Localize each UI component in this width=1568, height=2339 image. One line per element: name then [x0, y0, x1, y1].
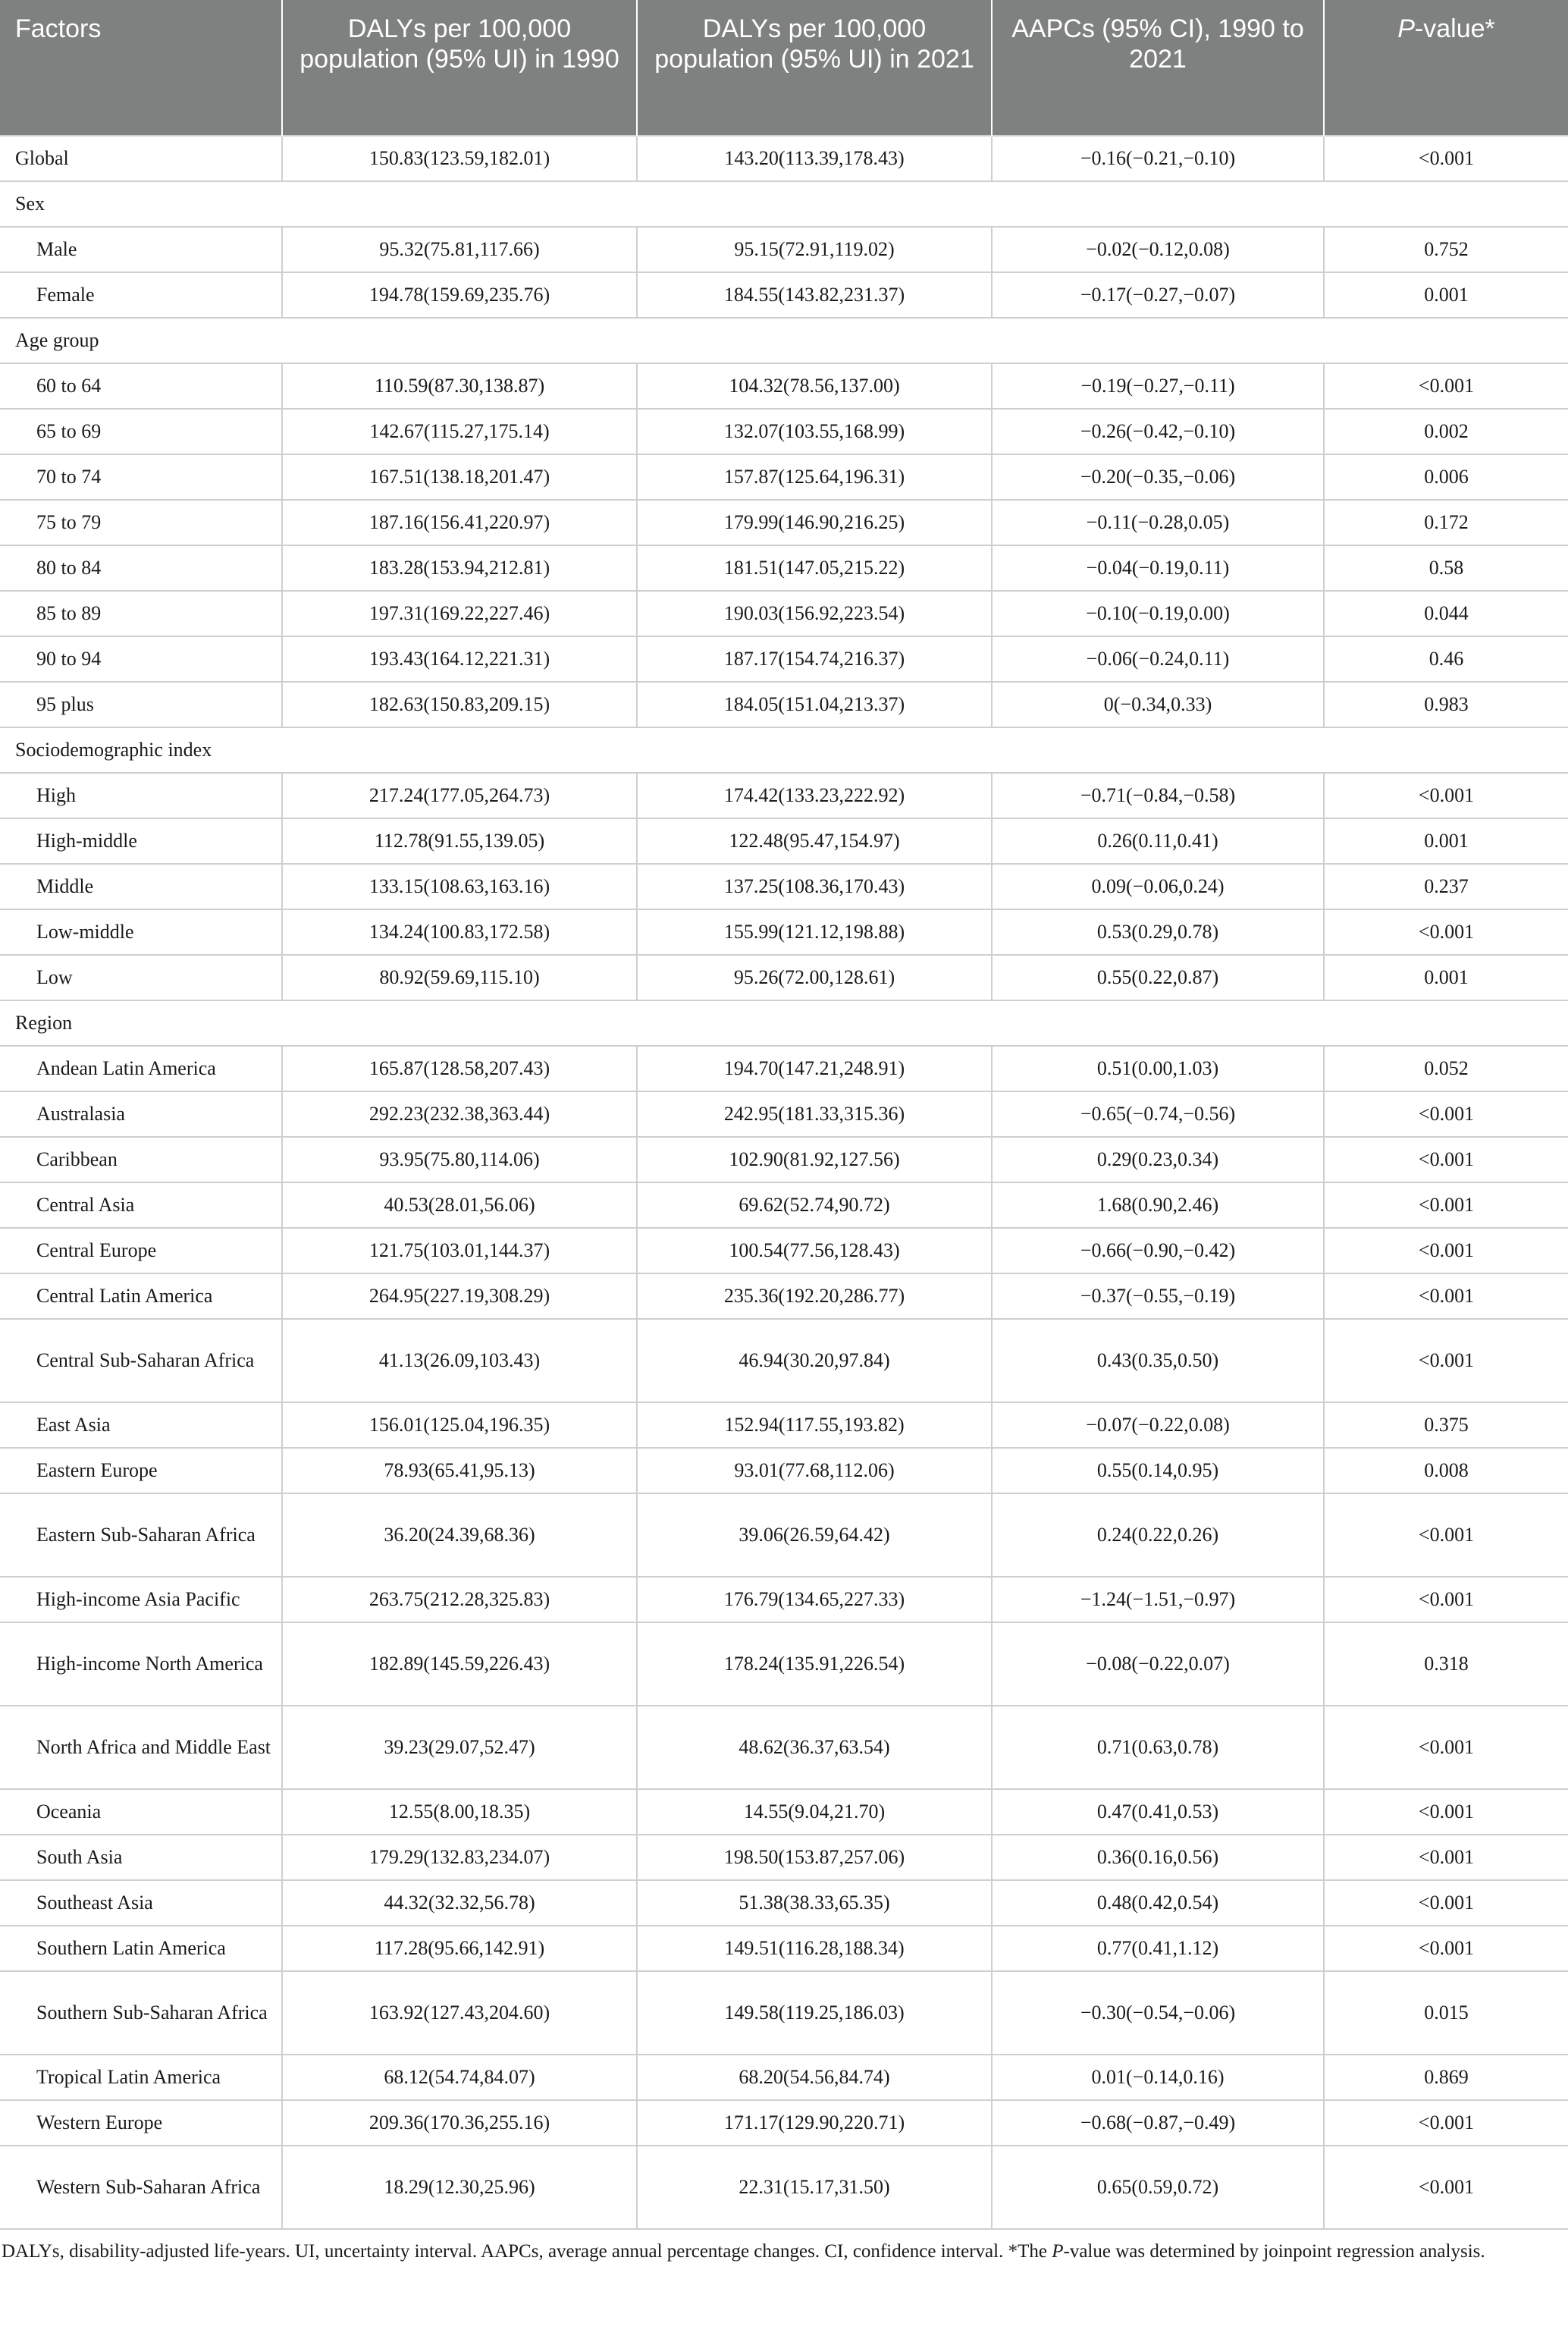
aapc-cell: −0.20(−0.35,−0.06)	[992, 454, 1324, 500]
dalys-1990-cell: 93.95(75.80,114.06)	[282, 1137, 637, 1182]
dalys-2021-cell: 187.17(154.74,216.37)	[637, 636, 992, 682]
factor-cell: 60 to 64	[0, 363, 282, 409]
aapc-cell: 0.51(0.00,1.03)	[992, 1046, 1324, 1091]
dalys-1990-cell: 112.78(91.55,139.05)	[282, 818, 637, 864]
aapc-cell: 0.55(0.14,0.95)	[992, 1448, 1324, 1493]
factor-cell: East Asia	[0, 1402, 282, 1448]
table-row	[0, 136, 1568, 181]
dalys-2021-cell: 174.42(133.23,222.92)	[637, 773, 992, 818]
section-label: Region	[0, 1000, 1568, 1046]
factor-cell: 75 to 79	[0, 500, 282, 545]
p-value-cell: 0.237	[1324, 864, 1568, 909]
p-value-cell: <0.001	[1324, 2100, 1568, 2146]
dalys-2021-cell: 194.70(147.21,248.91)	[637, 1046, 992, 1091]
dalys-2021-cell: 132.07(103.55,168.99)	[637, 409, 992, 454]
dalys-1990-cell: 18.29(12.30,25.96)	[282, 2146, 637, 2229]
p-italic: P	[1397, 14, 1415, 43]
header-aapcs: AAPCs (95% CI), 1990 to 2021	[992, 0, 1324, 136]
dalys-1990-cell: 165.87(128.58,207.43)	[282, 1046, 637, 1091]
p-value-cell: <0.001	[1324, 909, 1568, 955]
dalys-1990-cell: 193.43(164.12,221.31)	[282, 636, 637, 682]
table-row	[0, 1402, 1568, 1448]
dalys-2021-cell: 51.38(38.33,65.35)	[637, 1880, 992, 1926]
dalys-1990-cell: 264.95(227.19,308.29)	[282, 1273, 637, 1319]
factor-cell: Central Europe	[0, 1228, 282, 1273]
header-row	[0, 0, 1568, 136]
factor-cell: South Asia	[0, 1835, 282, 1880]
p-value-cell: 0.375	[1324, 1402, 1568, 1448]
aapc-cell: −0.08(−0.22,0.07)	[992, 1622, 1324, 1706]
table-row	[0, 363, 1568, 409]
header-dalys-1990: DALYs per 100,000 population (95% UI) in 1990	[282, 0, 637, 136]
dalys-2021-cell: 184.55(143.82,231.37)	[637, 272, 992, 318]
p-value-cell: 0.008	[1324, 1448, 1568, 1493]
p-value-cell: 0.001	[1324, 818, 1568, 864]
p-value-cell: 0.015	[1324, 1971, 1568, 2055]
p-value-cell: <0.001	[1324, 1319, 1568, 1402]
p-value-cell: <0.001	[1324, 773, 1568, 818]
factor-cell: 85 to 89	[0, 591, 282, 636]
dalys-1990-cell: 194.78(159.69,235.76)	[282, 272, 637, 318]
aapc-cell: 0.55(0.22,0.87)	[992, 955, 1324, 1000]
factor-cell: Global	[0, 136, 282, 181]
table-body	[0, 136, 1568, 2229]
p-value-cell: <0.001	[1324, 1091, 1568, 1137]
dalys-1990-cell: 197.31(169.22,227.46)	[282, 591, 637, 636]
dalys-1990-cell: 80.92(59.69,115.10)	[282, 955, 637, 1000]
p-value-cell: 0.752	[1324, 227, 1568, 272]
aapc-cell: 0.29(0.23,0.34)	[992, 1137, 1324, 1182]
dalys-1990-cell: 182.63(150.83,209.15)	[282, 682, 637, 727]
factor-cell: High-income Asia Pacific	[0, 1577, 282, 1622]
aapc-cell: −0.06(−0.24,0.11)	[992, 636, 1324, 682]
aapc-cell: 0.26(0.11,0.41)	[992, 818, 1324, 864]
table-row	[0, 682, 1568, 727]
p-value-cell: <0.001	[1324, 363, 1568, 409]
dalys-2021-cell: 171.17(129.90,220.71)	[637, 2100, 992, 2146]
aapc-cell: 0.09(−0.06,0.24)	[992, 864, 1324, 909]
p-value-cell: 0.001	[1324, 272, 1568, 318]
section-row	[0, 318, 1568, 363]
dalys-2021-cell: 22.31(15.17,31.50)	[637, 2146, 992, 2229]
p-value-cell: <0.001	[1324, 1880, 1568, 1926]
p-value-cell: 0.044	[1324, 591, 1568, 636]
p-value-cell: 0.318	[1324, 1622, 1568, 1706]
dalys-2021-cell: 46.94(30.20,97.84)	[637, 1319, 992, 1402]
table-footnote	[0, 2239, 1548, 2265]
factor-cell: High-income North America	[0, 1622, 282, 1706]
dalys-1990-cell: 39.23(29.07,52.47)	[282, 1706, 637, 1789]
dalys-2021-cell: 176.79(134.65,227.33)	[637, 1577, 992, 1622]
aapc-cell: 1.68(0.90,2.46)	[992, 1182, 1324, 1228]
aapc-cell: −0.02(−0.12,0.08)	[992, 227, 1324, 272]
dalys-2021-cell: 122.48(95.47,154.97)	[637, 818, 992, 864]
header-dalys-2021: DALYs per 100,000 population (95% UI) in 2021	[637, 0, 992, 136]
factor-cell: 65 to 69	[0, 409, 282, 454]
dalys-2021-cell: 184.05(151.04,213.37)	[637, 682, 992, 727]
dalys-1990-cell: 163.92(127.43,204.60)	[282, 1971, 637, 2055]
table-row	[0, 909, 1568, 955]
section-row	[0, 1000, 1568, 1046]
dalys-1990-cell: 167.51(138.18,201.47)	[282, 454, 637, 500]
dalys-1990-cell: 263.75(212.28,325.83)	[282, 1577, 637, 1622]
dalys-2021-cell: 39.06(26.59,64.42)	[637, 1493, 992, 1577]
table-row	[0, 545, 1568, 591]
dalys-2021-cell: 14.55(9.04,21.70)	[637, 1789, 992, 1835]
p-value-cell: 0.001	[1324, 955, 1568, 1000]
factor-cell: Eastern Sub-Saharan Africa	[0, 1493, 282, 1577]
aapc-cell: 0.43(0.35,0.50)	[992, 1319, 1324, 1402]
aapc-cell: 0.48(0.42,0.54)	[992, 1880, 1324, 1926]
aapc-cell: −0.26(−0.42,−0.10)	[992, 409, 1324, 454]
factor-cell: Central Asia	[0, 1182, 282, 1228]
factor-cell: Western Sub-Saharan Africa	[0, 2146, 282, 2229]
factor-cell: Female	[0, 272, 282, 318]
aapc-cell: −0.65(−0.74,−0.56)	[992, 1091, 1324, 1137]
section-label: Sex	[0, 181, 1568, 227]
dalys-2021-cell: 104.32(78.56,137.00)	[637, 363, 992, 409]
table-row	[0, 1273, 1568, 1319]
table-row	[0, 1137, 1568, 1182]
dalys-2021-cell: 178.24(135.91,226.54)	[637, 1622, 992, 1706]
factor-cell: North Africa and Middle East	[0, 1706, 282, 1789]
dalys-2021-cell: 155.99(121.12,198.88)	[637, 909, 992, 955]
table-row	[0, 1706, 1568, 1789]
p-value-cell: <0.001	[1324, 1182, 1568, 1228]
factor-cell: Southern Latin America	[0, 1926, 282, 1971]
dalys-2021-cell: 68.20(54.56,84.74)	[637, 2055, 992, 2100]
factor-cell: Australasia	[0, 1091, 282, 1137]
dalys-1990-cell: 134.24(100.83,172.58)	[282, 909, 637, 955]
p-value-cell: 0.46	[1324, 636, 1568, 682]
dalys-1990-cell: 182.89(145.59,226.43)	[282, 1622, 637, 1706]
footnote-text: DALYs, disability-adjusted life-years. UI, uncertainty interval. AAPCs, average annual percentage changes. CI, confidence interval. *The	[2, 2241, 1052, 2262]
footnote-p-italic: P	[1052, 2241, 1064, 2262]
dalys-2021-cell: 69.62(52.74,90.72)	[637, 1182, 992, 1228]
factor-cell: 80 to 84	[0, 545, 282, 591]
table-row	[0, 1971, 1568, 2055]
aapc-cell: −0.11(−0.28,0.05)	[992, 500, 1324, 545]
table-row	[0, 1880, 1568, 1926]
aapc-cell: −0.07(−0.22,0.08)	[992, 1402, 1324, 1448]
dalys-2021-cell: 149.58(119.25,186.03)	[637, 1971, 992, 2055]
table-row	[0, 409, 1568, 454]
factor-cell: Middle	[0, 864, 282, 909]
p-value-cell: <0.001	[1324, 1835, 1568, 1880]
p-value-cell: 0.006	[1324, 454, 1568, 500]
p-value-cell: <0.001	[1324, 1137, 1568, 1182]
factor-cell: Eastern Europe	[0, 1448, 282, 1493]
factor-cell: 70 to 74	[0, 454, 282, 500]
table-row	[0, 1789, 1568, 1835]
p-value-cell: 0.983	[1324, 682, 1568, 727]
p-value-cell: <0.001	[1324, 136, 1568, 181]
table-row	[0, 773, 1568, 818]
dalys-2021-cell: 100.54(77.56,128.43)	[637, 1228, 992, 1273]
table-row	[0, 955, 1568, 1000]
dalys-2021-cell: 149.51(116.28,188.34)	[637, 1926, 992, 1971]
aapc-cell: 0.71(0.63,0.78)	[992, 1706, 1324, 1789]
factor-cell: High	[0, 773, 282, 818]
dalys-2021-cell: 93.01(77.68,112.06)	[637, 1448, 992, 1493]
factor-cell: Low-middle	[0, 909, 282, 955]
p-value-cell: <0.001	[1324, 1789, 1568, 1835]
aapc-cell: 0.53(0.29,0.78)	[992, 909, 1324, 955]
p-value-cell: <0.001	[1324, 2146, 1568, 2229]
factor-cell: Andean Latin America	[0, 1046, 282, 1091]
dalys-2021-cell: 235.36(192.20,286.77)	[637, 1273, 992, 1319]
section-label: Age group	[0, 318, 1568, 363]
dalys-1990-cell: 12.55(8.00,18.35)	[282, 1789, 637, 1835]
aapc-cell: −0.68(−0.87,−0.49)	[992, 2100, 1324, 2146]
aapc-cell: −0.10(−0.19,0.00)	[992, 591, 1324, 636]
dalys-1990-cell: 209.36(170.36,255.16)	[282, 2100, 637, 2146]
factor-cell: Caribbean	[0, 1137, 282, 1182]
table-row	[0, 1835, 1568, 1880]
dalys-2021-cell: 48.62(36.37,63.54)	[637, 1706, 992, 1789]
dalys-1990-cell: 78.93(65.41,95.13)	[282, 1448, 637, 1493]
header-p-value	[1324, 0, 1568, 136]
header-factors: Factors	[0, 0, 282, 136]
table-row	[0, 1493, 1568, 1577]
dalys-1990-cell: 292.23(232.38,363.44)	[282, 1091, 637, 1137]
p-value-cell: 0.172	[1324, 500, 1568, 545]
table-row	[0, 1091, 1568, 1137]
table-row	[0, 864, 1568, 909]
factor-cell: Western Europe	[0, 2100, 282, 2146]
table-row	[0, 1448, 1568, 1493]
aapc-cell: −0.71(−0.84,−0.58)	[992, 773, 1324, 818]
dalys-1990-cell: 40.53(28.01,56.06)	[282, 1182, 637, 1228]
table-row	[0, 500, 1568, 545]
factor-cell: Tropical Latin America	[0, 2055, 282, 2100]
table-row	[0, 818, 1568, 864]
dalys-1990-cell: 217.24(177.05,264.73)	[282, 773, 637, 818]
aapc-cell: −0.19(−0.27,−0.11)	[992, 363, 1324, 409]
dalys-1990-cell: 121.75(103.01,144.37)	[282, 1228, 637, 1273]
table-row	[0, 636, 1568, 682]
p-value-cell: <0.001	[1324, 1493, 1568, 1577]
table-row	[0, 2100, 1568, 2146]
aapc-cell: 0.77(0.41,1.12)	[992, 1926, 1324, 1971]
factor-cell: High-middle	[0, 818, 282, 864]
dalys-1990-cell: 41.13(26.09,103.43)	[282, 1319, 637, 1402]
dalys-1990-cell: 44.32(32.32,56.78)	[282, 1880, 637, 1926]
dalys-2021-cell: 152.94(117.55,193.82)	[637, 1402, 992, 1448]
p-value-cell: <0.001	[1324, 1228, 1568, 1273]
table-row	[0, 1228, 1568, 1273]
factor-cell: Low	[0, 955, 282, 1000]
table-row	[0, 1577, 1568, 1622]
dalys-1990-cell: 156.01(125.04,196.35)	[282, 1402, 637, 1448]
dalys-2021-cell: 102.90(81.92,127.56)	[637, 1137, 992, 1182]
aapc-cell: 0(−0.34,0.33)	[992, 682, 1324, 727]
factor-cell: Oceania	[0, 1789, 282, 1835]
dalys-1990-cell: 187.16(156.41,220.97)	[282, 500, 637, 545]
footnote-text-end: -value was determined by joinpoint regression analysis.	[1063, 2241, 1485, 2262]
table-row	[0, 1926, 1568, 1971]
dalys-1990-cell: 179.29(132.83,234.07)	[282, 1835, 637, 1880]
factor-cell: 95 plus	[0, 682, 282, 727]
factor-cell: Central Latin America	[0, 1273, 282, 1319]
dalys-2021-cell: 143.20(113.39,178.43)	[637, 136, 992, 181]
table-row	[0, 2146, 1568, 2229]
table-row	[0, 227, 1568, 272]
dalys-1990-cell: 183.28(153.94,212.81)	[282, 545, 637, 591]
aapc-cell: −0.04(−0.19,0.11)	[992, 545, 1324, 591]
p-value-cell: <0.001	[1324, 1706, 1568, 1789]
dalys-2021-cell: 179.99(146.90,216.25)	[637, 500, 992, 545]
aapc-cell: 0.36(0.16,0.56)	[992, 1835, 1324, 1880]
factor-cell: 90 to 94	[0, 636, 282, 682]
dalys-2021-cell: 242.95(181.33,315.36)	[637, 1091, 992, 1137]
table-row	[0, 272, 1568, 318]
section-row	[0, 727, 1568, 773]
aapc-cell: −1.24(−1.51,−0.97)	[992, 1577, 1324, 1622]
factor-cell: Southeast Asia	[0, 1880, 282, 1926]
dalys-2021-cell: 198.50(153.87,257.06)	[637, 1835, 992, 1880]
aapc-cell: 0.47(0.41,0.53)	[992, 1789, 1324, 1835]
p-value-cell: <0.001	[1324, 1273, 1568, 1319]
aapc-cell: −0.30(−0.54,−0.06)	[992, 1971, 1324, 2055]
section-label: Sociodemographic index	[0, 727, 1568, 773]
factor-cell: Male	[0, 227, 282, 272]
table-row	[0, 454, 1568, 500]
p-value-cell: 0.002	[1324, 409, 1568, 454]
factor-cell: Southern Sub-Saharan Africa	[0, 1971, 282, 2055]
dalys-1990-cell: 95.32(75.81,117.66)	[282, 227, 637, 272]
section-row	[0, 181, 1568, 227]
dalys-1990-cell: 117.28(95.66,142.91)	[282, 1926, 637, 1971]
dalys-2021-cell: 157.87(125.64,196.31)	[637, 454, 992, 500]
dalys-2021-cell: 181.51(147.05,215.22)	[637, 545, 992, 591]
aapc-cell: −0.37(−0.55,−0.19)	[992, 1273, 1324, 1319]
p-value-cell: <0.001	[1324, 1577, 1568, 1622]
dalys-1990-cell: 36.20(24.39,68.36)	[282, 1493, 637, 1577]
table-row	[0, 1182, 1568, 1228]
p-value-cell: 0.58	[1324, 545, 1568, 591]
dalys-1990-cell: 142.67(115.27,175.14)	[282, 409, 637, 454]
dalys-1990-cell: 150.83(123.59,182.01)	[282, 136, 637, 181]
dalys-1990-cell: 133.15(108.63,163.16)	[282, 864, 637, 909]
aapc-cell: 0.24(0.22,0.26)	[992, 1493, 1324, 1577]
dalys-2021-cell: 95.15(72.91,119.02)	[637, 227, 992, 272]
aapc-cell: 0.01(−0.14,0.16)	[992, 2055, 1324, 2100]
aapc-cell: −0.16(−0.21,−0.10)	[992, 136, 1324, 181]
dalys-1990-cell: 110.59(87.30,138.87)	[282, 363, 637, 409]
dalys-2021-cell: 190.03(156.92,223.54)	[637, 591, 992, 636]
dalys-2021-cell: 137.25(108.36,170.43)	[637, 864, 992, 909]
aapc-cell: −0.17(−0.27,−0.07)	[992, 272, 1324, 318]
p-value-label: -value*	[1414, 14, 1495, 43]
dalys-2021-cell: 95.26(72.00,128.61)	[637, 955, 992, 1000]
p-value-cell: 0.052	[1324, 1046, 1568, 1091]
aapc-cell: −0.66(−0.90,−0.42)	[992, 1228, 1324, 1273]
p-value-cell: 0.869	[1324, 2055, 1568, 2100]
table-row	[0, 1046, 1568, 1091]
aapc-cell: 0.65(0.59,0.72)	[992, 2146, 1324, 2229]
p-value-cell: <0.001	[1324, 1926, 1568, 1971]
table-row	[0, 2055, 1568, 2100]
factor-cell: Central Sub-Saharan Africa	[0, 1319, 282, 1402]
table-row	[0, 1622, 1568, 1706]
table-row	[0, 591, 1568, 636]
dalys-1990-cell: 68.12(54.74,84.07)	[282, 2055, 637, 2100]
table-row	[0, 1319, 1568, 1402]
